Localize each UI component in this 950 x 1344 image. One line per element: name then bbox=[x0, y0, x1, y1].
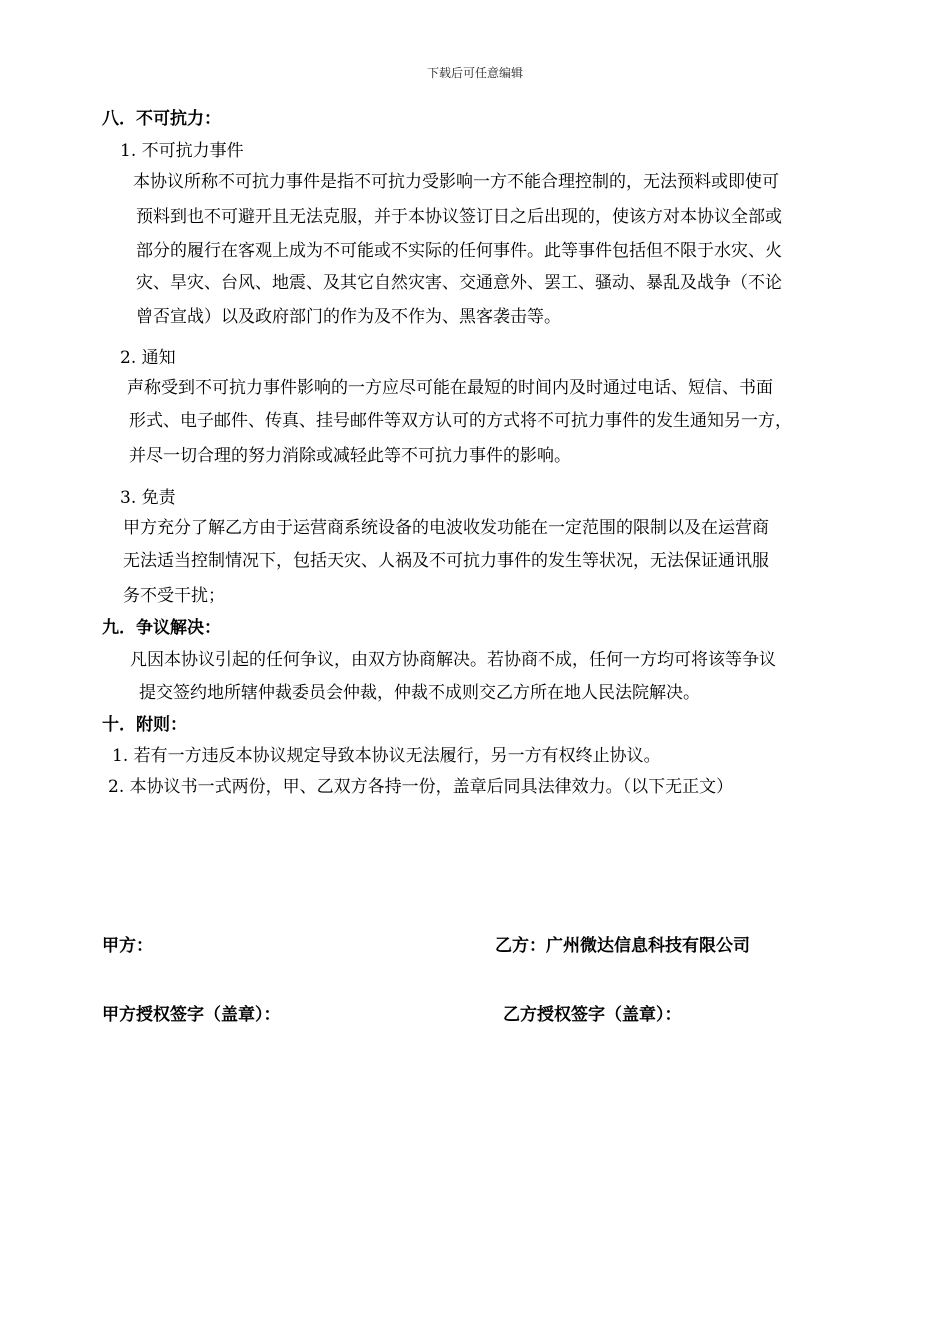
item-8-2-line: 并尽一切合理的努力消除或减轻此等不可抗力事件的影响。 bbox=[129, 446, 571, 466]
item-8-3-line: 无法适当控制情况下，包括天灾、人祸及不可抗力事件的发生等状况，无法保证通讯服 bbox=[123, 551, 769, 571]
item-8-3-line: 甲方充分了解乙方由于运营商系统设备的电波收发功能在一定范围的限制以及在运营商 bbox=[123, 518, 769, 538]
party-a-signature-label: 甲方授权签字（盖章）： bbox=[102, 1005, 281, 1025]
item-8-3-title: 3. 免责 bbox=[120, 488, 176, 508]
section-10-line: 2. 本协议书一式两份，甲、乙双方各持一份，盖章后同具法律效力。（以下无正文） bbox=[108, 777, 734, 797]
party-a-label: 甲方： bbox=[102, 936, 153, 956]
section-9-line: 提交签约地所辖仲裁委员会仲裁，仲裁不成则交乙方所在地人民法院解决。 bbox=[139, 683, 700, 703]
page-header: 下载后可任意编辑 bbox=[426, 66, 523, 80]
item-8-1-line: 部分的履行在客观上成为不可能或不实际的任何事件。此等事件包括但不限于水灾、火 bbox=[136, 241, 782, 261]
section-10-line: 1. 若有一方违反本协议规定导致本协议无法履行，另一方有权终止协议。 bbox=[112, 746, 661, 766]
item-8-1-line: 灾、旱灾、台风、地震、及其它自然灾害、交通意外、罢工、骚动、暴乱及战争（不论 bbox=[136, 273, 782, 293]
item-8-1-line: 本协议所称不可抗力事件是指不可抗力受影响一方不能合理控制的，无法预料或即使可 bbox=[133, 172, 779, 192]
item-8-1-title: 1. 不可抗力事件 bbox=[120, 141, 244, 161]
party-b-signature-label: 乙方授权签字（盖章）： bbox=[503, 1005, 682, 1025]
party-b-label: 乙方：广州微达信息科技有限公司 bbox=[495, 936, 750, 956]
item-8-1-line: 曾否宣战）以及政府部门的作为及不作为、黑客袭击等。 bbox=[136, 307, 561, 327]
section-9-title: 九．争议解决： bbox=[102, 618, 221, 638]
section-9-line: 凡因本协议引起的任何争议，由双方协商解决。若协商不成，任何一方均可将该等争议 bbox=[130, 650, 776, 670]
section-10-title: 十．附则： bbox=[102, 715, 187, 735]
item-8-2-line: 声称受到不可抗力事件影响的一方应尽可能在最短的时间内及时通过电话、短信、书面 bbox=[127, 378, 773, 398]
item-8-3-line: 务不受干扰； bbox=[123, 586, 225, 606]
item-8-2-title: 2. 通知 bbox=[120, 348, 176, 368]
item-8-2-line: 形式、电子邮件、传真、挂号邮件等双方认可的方式将不可抗力事件的发生通知另一方， bbox=[129, 411, 792, 431]
section-8-title: 八．不可抗力： bbox=[102, 109, 221, 129]
item-8-1-line: 预料到也不可避开且无法克服，并于本协议签订日之后出现的，使该方对本协议全部或 bbox=[136, 207, 782, 227]
